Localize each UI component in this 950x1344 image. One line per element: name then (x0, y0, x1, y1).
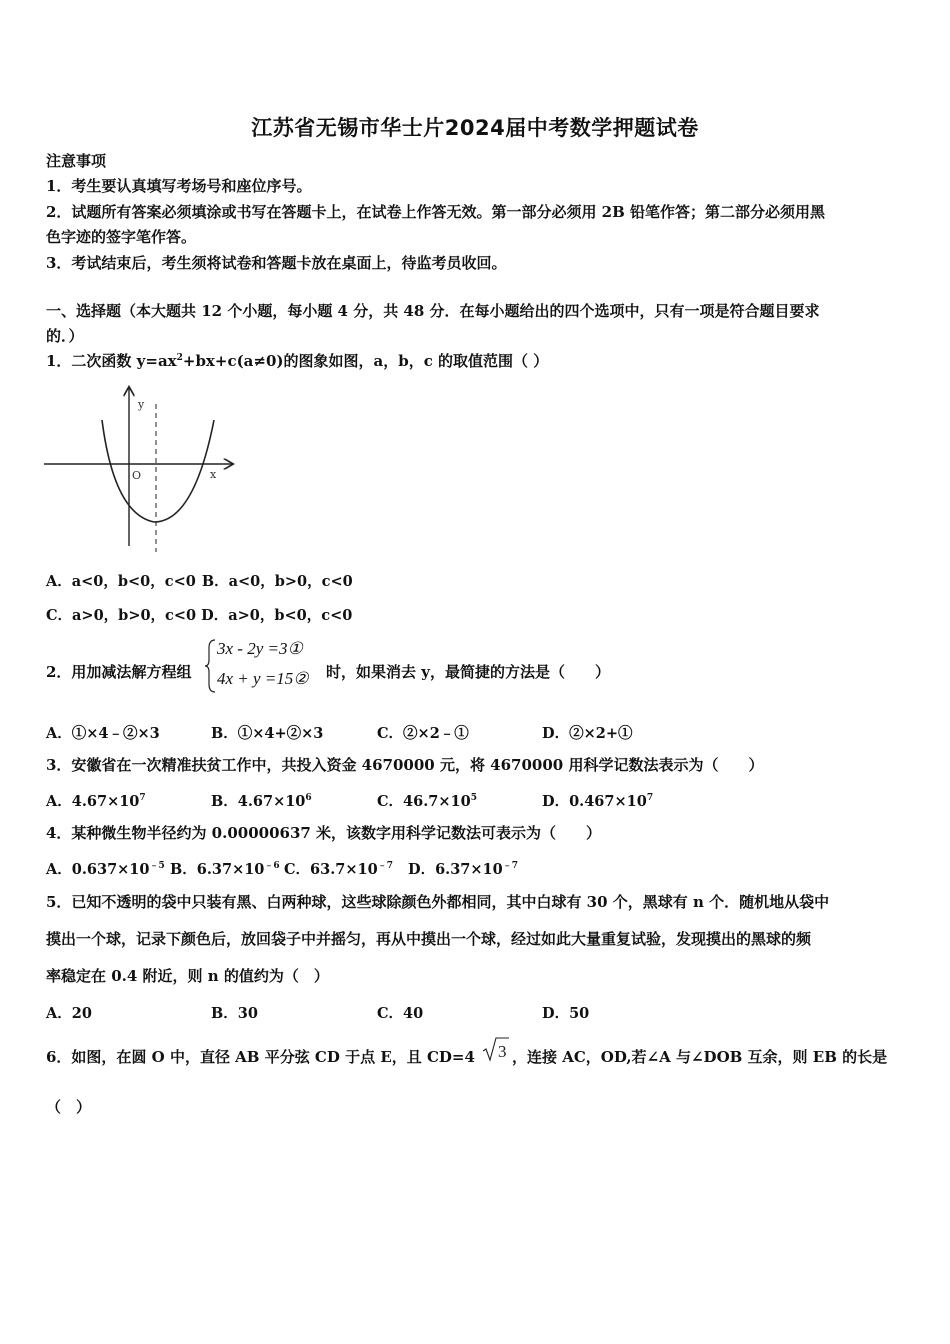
question-3-option-d: D．$0.467\times 10^7$ (542, 793, 654, 810)
question-5-line3: 率稳定在 0.4 附近，则 n 的值约为（ ） (46, 967, 329, 985)
question-5-option-a: A．20 (46, 1005, 92, 1022)
question-3-option-a: A．$4.67\times 10^7$ (46, 793, 146, 810)
question-5-option-b: B．30 (211, 1005, 258, 1022)
question-1-options-row1: A．a<0，b<0，c<0 B．a<0，b>0，c<0 (46, 573, 353, 590)
parabola-curve (102, 420, 214, 522)
notice-item: 1．考生要认真填写考场号和座位序号。 (46, 177, 312, 195)
question-6-pre: 6．如图，在圆 O 中，直径 AB 平分弦 CD 于点 E，且 CD=4 (46, 1048, 475, 1066)
question-4-option-b: B．$6.37\times 10^{﹣6}$ (170, 861, 280, 878)
question-3-stem: 3．安徽省在一次精准扶贫工作中，共投入资金 4670000 元，将 4670000 用科学记数法表示为（ ） (46, 756, 764, 774)
question-2-pre: 2．用加减法解方程组 (46, 663, 192, 681)
section-heading: 一、选择题（本大题共 12 个小题，每小题 4 分，共 48 分．在每小题给出的四个选项中，只有一项是符合题目要求 (46, 302, 820, 320)
notice-item: 色字迹的签字笔作答。 (46, 228, 197, 246)
page-title: 江苏省无锡市华士片2024届中考数学押题试卷 (251, 116, 699, 140)
question-6-post: ，连接 AC，OD,若∠A 与∠DOB 互余，则 EB 的长是 (512, 1048, 888, 1066)
y-axis-label: y (138, 398, 145, 411)
question-5-option-d: D．50 (542, 1005, 590, 1022)
x-axis-label: x (210, 468, 217, 481)
radicand: 3 (498, 1042, 507, 1061)
equation-2: 4x + y =15② (217, 669, 309, 688)
question-2-option-b: B．①×4+②×3 (211, 725, 324, 742)
question-5-line1: 5．已知不透明的袋中只装有黑、白两种球，这些球除颜色外都相同，其中白球有 30 个，黑球有 n 个．随机地从袋中 (46, 893, 830, 911)
question-4-stem: 4．某种微生物半径约为 0.00000637 米，该数字用科学记数法可表示为（ ） (46, 824, 602, 842)
question-3-option-c: C．$46.7\times 10^5$ (377, 793, 477, 810)
parabola-graph (44, 384, 239, 554)
question-4-option-c: C．$63.7\times 10^{﹣7}$ (284, 861, 393, 878)
question-1-options-row2: C．a>0，b>0，c<0 D．a>0，b<0，c<0 (46, 607, 353, 624)
question-2-option-a: A．①×4﹣②×3 (46, 725, 160, 742)
section-heading-cont: 的．） (46, 327, 84, 345)
question-3-option-b: B．$4.67\times 10^6$ (211, 793, 312, 810)
question-2-option-c: C．②×2﹣① (377, 725, 469, 742)
notice-item: 3．考试结束后，考生须将试卷和答题卡放在桌面上，待监考员收回。 (46, 254, 507, 272)
equation-1: 3x - 2y =3① (217, 639, 303, 658)
origin-label: O (132, 469, 142, 482)
notice-heading: 注意事项 (46, 152, 107, 170)
question-4-option-d: D．$6.37\times 10^{﹣7}$ (408, 861, 518, 878)
question-1-stem: 1．二次函数 $y=ax^2+bx+c(a\ne 0)$的图象如图，a，b，c 的取值范围（ ） (46, 352, 549, 370)
system-brace-icon (204, 638, 218, 694)
notice-item: 2．试题所有答案必须填涂或书写在答题卡上，在试卷上作答无效。第一部分必须用 2B 铅笔作答；第二部分必须用黑 (46, 203, 826, 221)
question-6-line2: （ ） (46, 1098, 92, 1116)
question-2-option-d: D．②×2+① (542, 725, 633, 742)
question-2-post: 时，如果消去 y，最简捷的方法是（ ） (326, 663, 610, 681)
question-5-line2: 摸出一个球，记录下颜色后，放回袋子中并摇匀，再从中摸出一个球，经过如此大量重复试验，发现摸出的黑球的频 (46, 930, 812, 948)
question-5-option-c: C．40 (377, 1005, 424, 1022)
question-4-option-a: A．$0.637\times 10^{﹣5}$ (46, 861, 165, 878)
sqrt-radical-icon (482, 1036, 510, 1062)
